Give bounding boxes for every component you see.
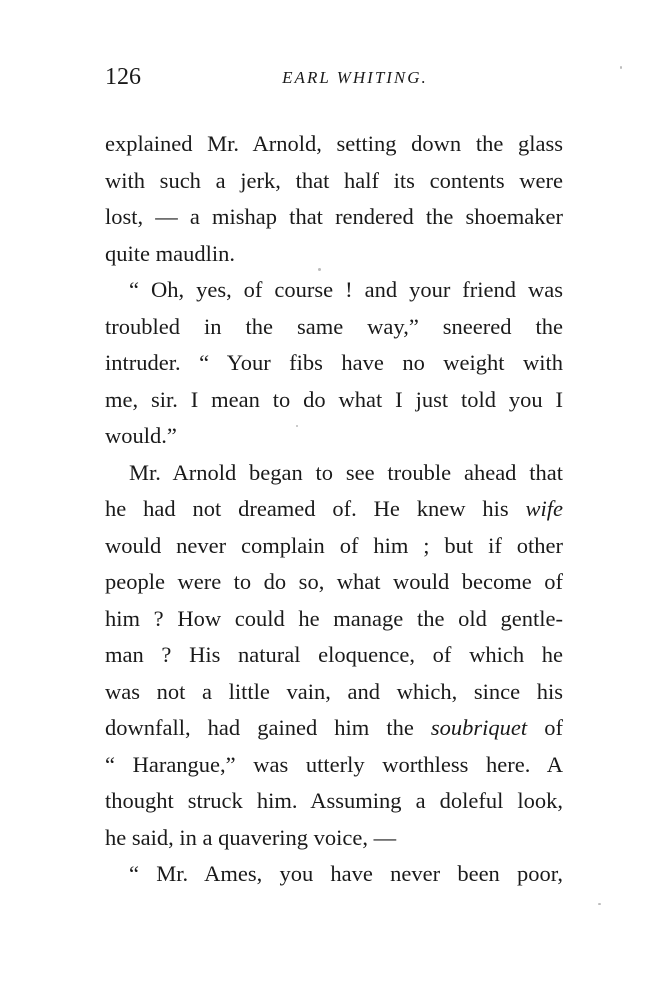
text-line: Mr. Arnold began to see trouble ahead that [129, 459, 563, 485]
text-line: he said, in a quavering voice, — [105, 824, 397, 850]
paragraph [105, 856, 563, 893]
text-line: explained Mr. Arnold, setting down the glass [105, 131, 563, 156]
text-line: with such a jerk, that half its contents were [105, 167, 563, 193]
paragraph [105, 272, 563, 455]
text-line: man ? His natural eloquence, of which he [105, 642, 563, 667]
page-number: 126 [105, 64, 141, 90]
text-line: quite maudlin. [105, 240, 235, 266]
text-line: troubled in the same way,” sneered the [105, 313, 563, 339]
italic-word: soubriquet [430, 715, 528, 740]
text-line: him ? How could he manage the old gentle- [105, 605, 563, 631]
paper-speck [318, 268, 321, 271]
running-head: EARL WHITING. [282, 68, 428, 87]
paper-speck [620, 66, 622, 69]
text-line: “ Oh, yes, of course ! and your friend was [129, 277, 563, 302]
paper-speck [598, 903, 601, 905]
text-line: thought struck him. Assuming a doleful look, [105, 788, 563, 813]
text-line: people were to do so, what would become of [105, 569, 563, 594]
page-header [105, 64, 565, 100]
text-line: lost, — a mishap that rendered the shoemaker [105, 204, 563, 229]
text-line: downfall, had gained him the soubriquet of [105, 715, 563, 740]
text-line: he had not dreamed of. He knew his wife [105, 496, 563, 521]
text-line: “ Mr. Ames, you have never been poor, [129, 861, 563, 886]
body-text [105, 126, 563, 893]
text-line: would.” [105, 423, 177, 448]
text-line: was not a little vain, and which, since his [105, 678, 563, 704]
paragraph [105, 455, 563, 857]
italic-word: wife [525, 496, 563, 521]
text-line: intruder. “ Your fibs have no weight with [105, 350, 563, 375]
paper-speck [296, 425, 298, 427]
text-line: would never complain of him ; but if other [105, 532, 563, 558]
paragraph [105, 126, 563, 272]
text-line: “ Harangue,” was utterly worthless here. A [105, 751, 563, 777]
text-line: me, sir. I mean to do what I just told you I [105, 386, 563, 412]
